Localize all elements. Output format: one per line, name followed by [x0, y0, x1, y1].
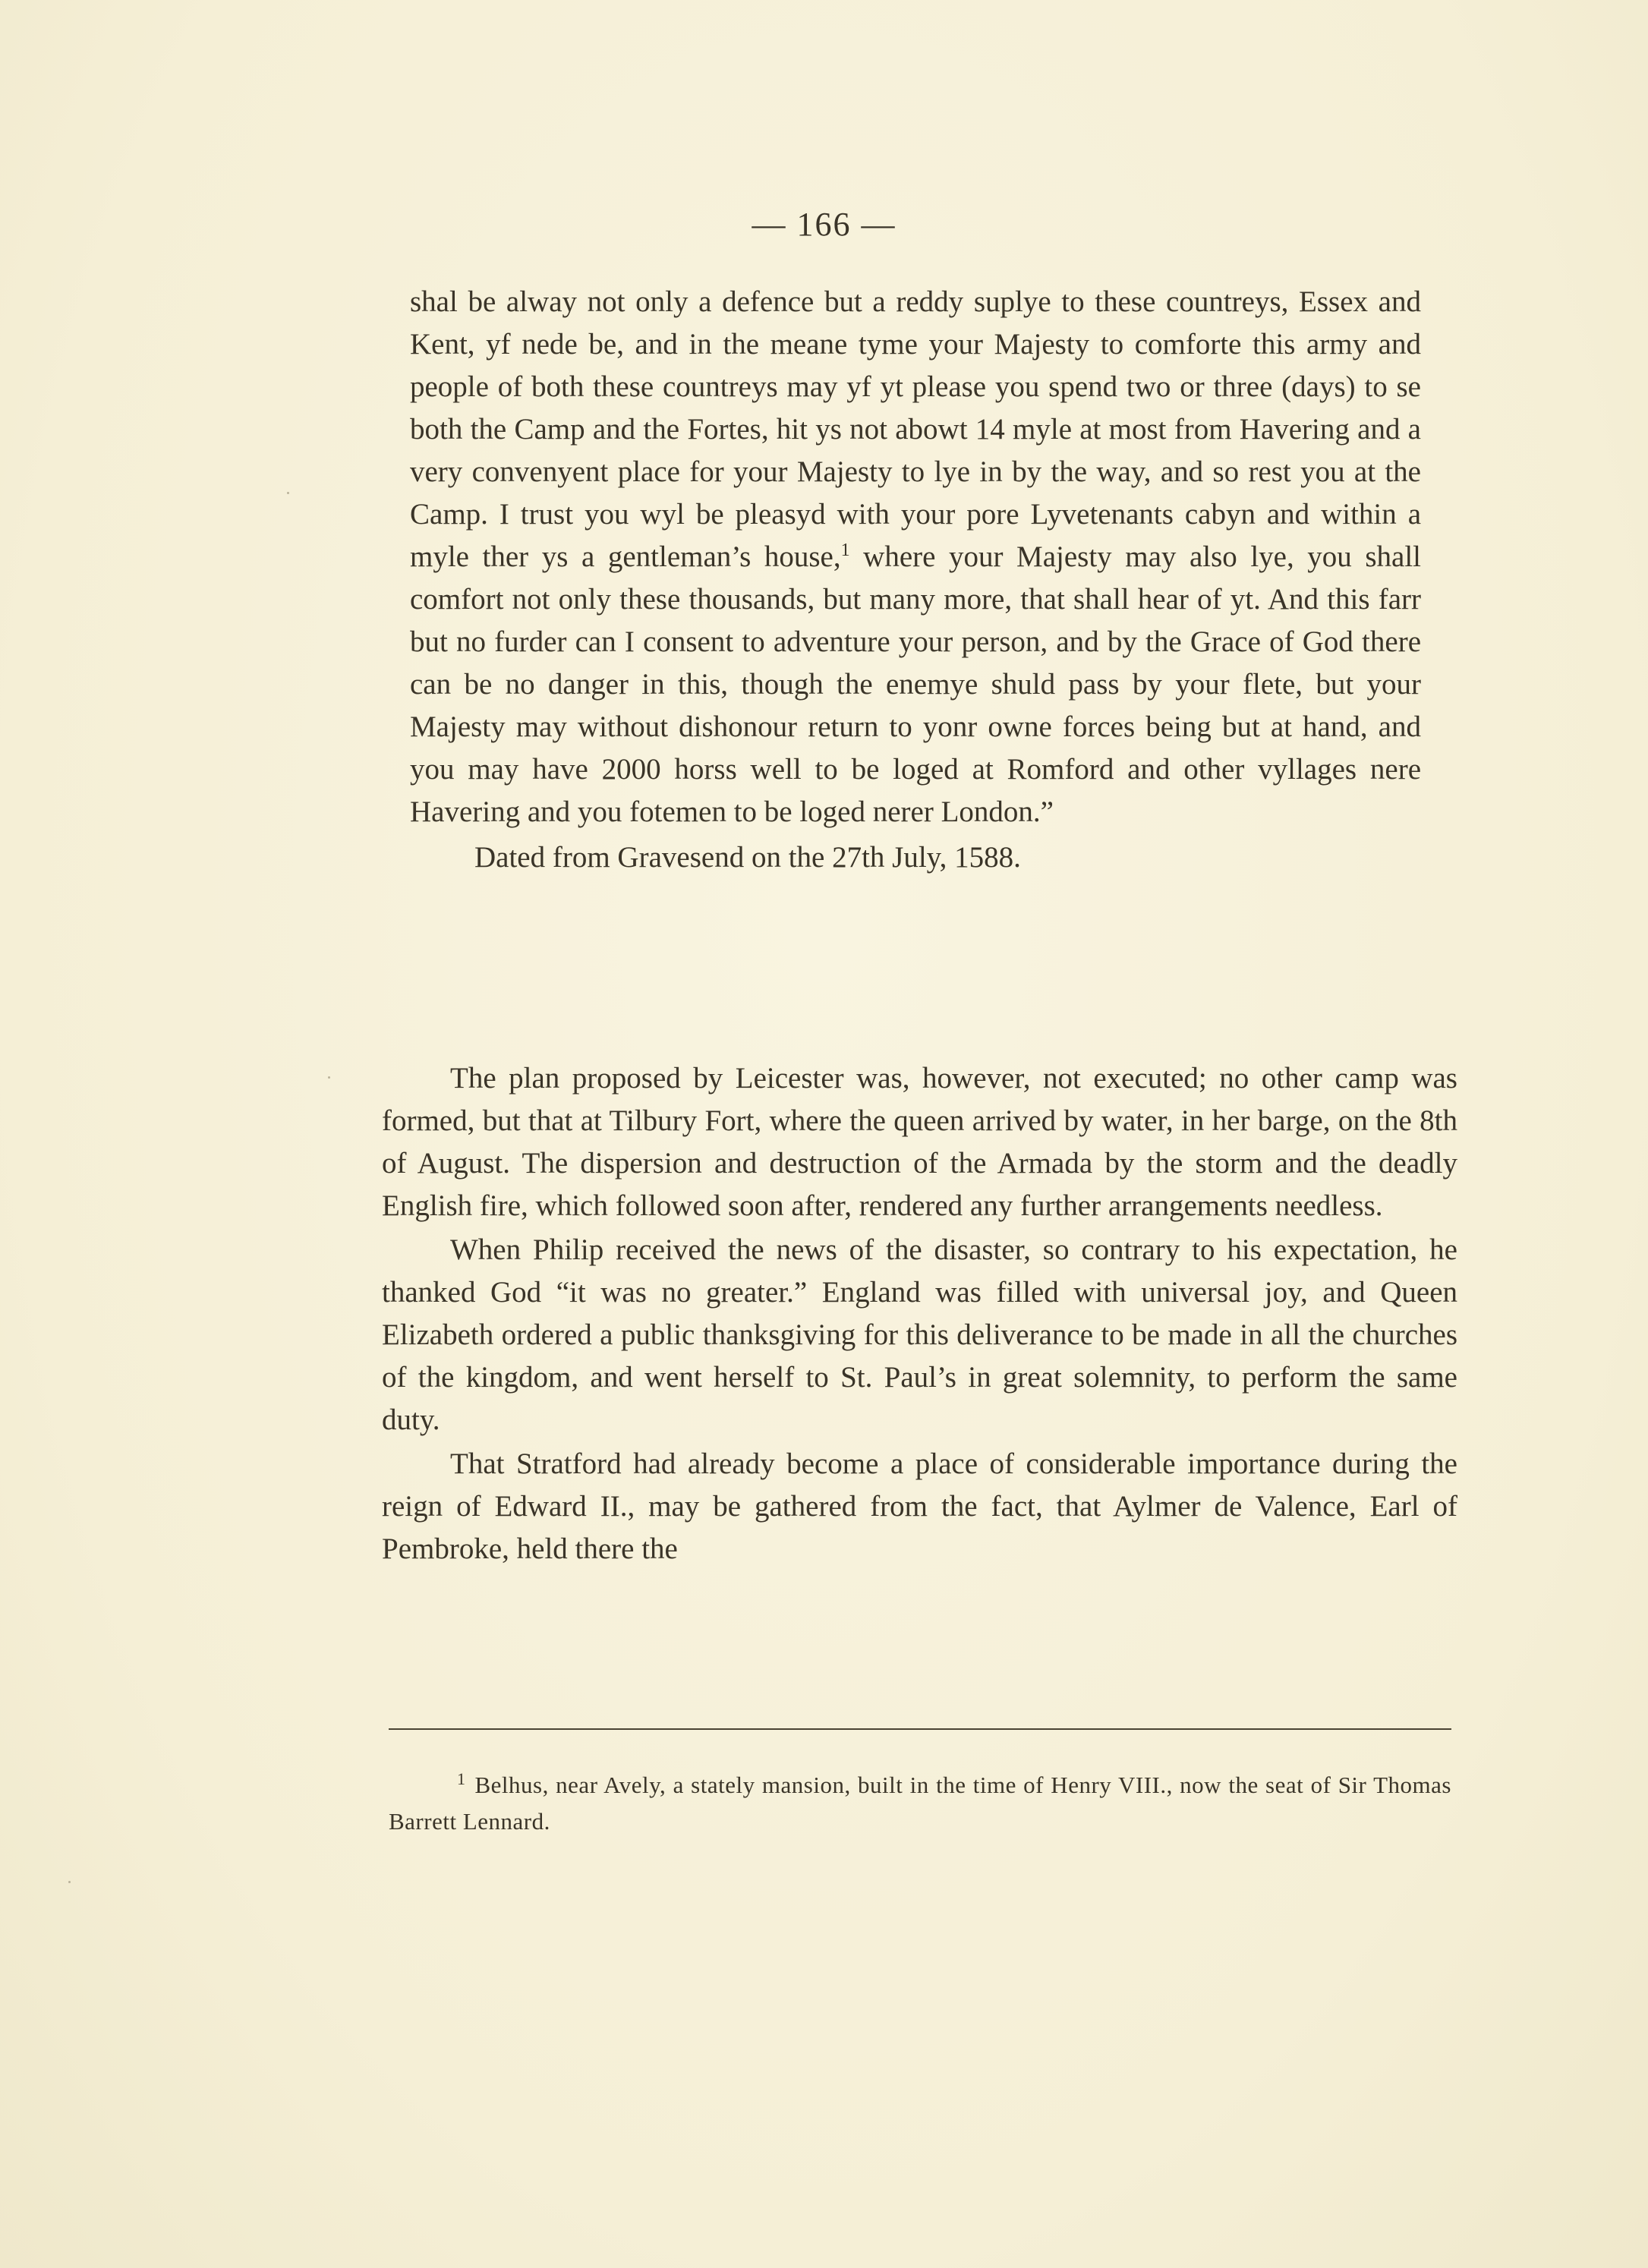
paper-speck — [287, 492, 289, 494]
dated-line: Dated from Gravesend on the 27th July, 1588. — [474, 841, 1021, 874]
letter-quote — [410, 281, 1421, 879]
footnote-paragraph — [389, 1767, 1451, 1840]
footnote — [389, 1767, 1451, 1840]
footnote-marker: 1 — [457, 1769, 466, 1788]
body-paragraph-1: The plan proposed by Leicester was, however, not executed; no other camp was formed, but that at Tilbury Fort, where the queen arrived by water, in her barge, on the 8th of August. The dispersion and destruction of the Armada by the storm and the deadly English fire, which followed soon after, rendered any further arrangements needless. — [382, 1062, 1457, 1222]
body-paragraph-3: That Stratford had already become a place of considerable importance during the reign of Edward II., may be gathered from the fact, that Aylmer de Valence, Earl of Pembroke, held there the — [382, 1447, 1457, 1565]
quote-text-part-1: shal be alway not only a defence but a reddy suplye to these countreys, Essex and Kent, yf nede be, and in the meane tyme your Majesty to comforte this army and people of both these countreys may yf yt please you spend two or three (days) to se both the Camp and the Fortes, hit ys not abowt 14 myle at most from Havering and a very convenyent place for your Majesty to lye in by the way, and so rest you at the Camp. I trust you wyl be pleasyd with your pore Lyvetenants cabyn and within a myle ther ys a gentleman’s house, — [410, 285, 1421, 573]
body-text — [382, 1057, 1457, 1570]
body-paragraph-2: When Philip received the news of the disaster, so contrary to his expectation, he thanked God “it was no greater.” England was filled with universal joy, and Queen Elizabeth ordered a public thanksgiving for this deliverance to be made in all the churches of the kingdom, and went herself to St. Paul’s in great solemnity, to perform the same duty. — [382, 1233, 1457, 1436]
footnote-text: Belhus, near Avely, a stately mansion, built in the time of Henry VIII., now the seat of Sir Thomas Barrett Lennard. — [389, 1772, 1451, 1835]
paper-speck — [328, 1076, 330, 1079]
paper-speck — [68, 1881, 71, 1883]
page-number: — 166 — — [752, 206, 896, 243]
quote-text-part-2: where your Majesty may also lye, you shall comfort not only these thousands, but many more, that shall hear of yt. And this farr but no furder can I consent to adventure your person, and by the Grace of God there can be no danger in this, though the enemye shuld pass by your flete, but your Majesty may without dishonour return to yonr owne forces being but at hand, and you may have 2000 horss well to be loged at Romford and other vyllages nere Havering and you fotemen to be loged nerer London.” — [410, 540, 1421, 828]
quote-paragraph — [410, 281, 1421, 833]
footnote-reference: 1 — [840, 540, 850, 560]
footnote-divider — [389, 1728, 1451, 1730]
